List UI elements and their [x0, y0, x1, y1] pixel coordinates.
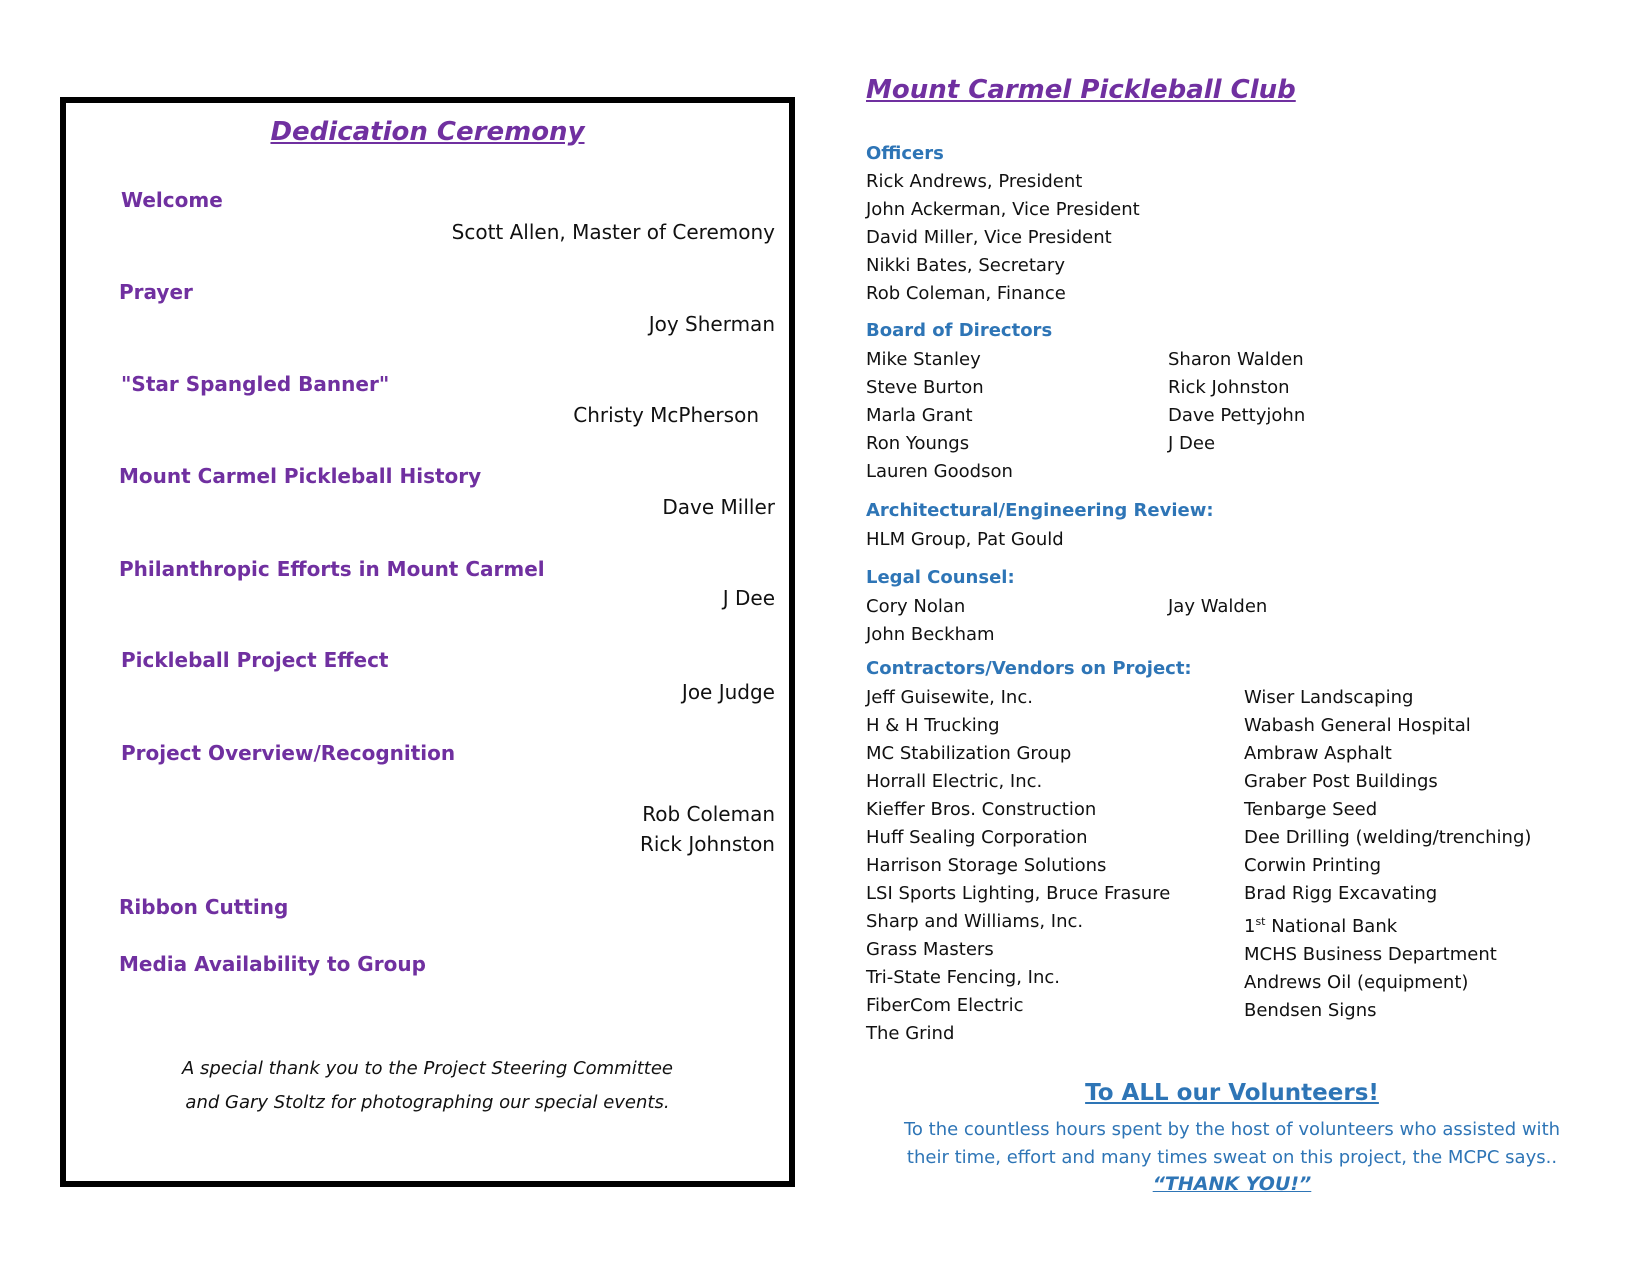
contractor-item-bank — [1244, 908, 1531, 941]
board-member: Dave Pettyjohn — [1168, 405, 1306, 426]
contractors-list-col1 — [866, 684, 1170, 1048]
officer-item: John Ackerman, Vice President — [866, 199, 1140, 220]
contractor-item: Bendsen Signs — [1244, 1000, 1377, 1021]
program-heading-anthem: "Star Spangled Banner" — [121, 372, 390, 396]
program-speaker-welcome: Scott Allen, Master of Ceremony — [451, 220, 775, 244]
contractor-item: MC Stabilization Group — [866, 743, 1072, 764]
program-speaker-anthem: Christy McPherson — [573, 403, 759, 427]
contractor-item: Wiser Landscaping — [1244, 687, 1414, 708]
volunteers-title: To ALL our Volunteers! — [1085, 1080, 1379, 1106]
volunteers-line-2: their time, effort and many times sweat on this project, the MCPC says.. — [906, 1147, 1558, 1168]
arch-heading: Architectural/Engineering Review: — [866, 500, 1214, 521]
thanks-line-1: A special thank you to the Project Steering Committee — [182, 1058, 673, 1079]
contractor-item: Horrall Electric, Inc. — [866, 771, 1043, 792]
contractor-item: Grass Masters — [866, 939, 994, 960]
program-heading-overview: Project Overview/Recognition — [121, 741, 456, 765]
arch-item: HLM Group, Pat Gould — [866, 529, 1064, 550]
volunteers-thank-you: “THANK YOU!” — [1152, 1173, 1312, 1195]
club-title: Mount Carmel Pickleball Club — [866, 75, 1296, 105]
program-heading-philanthropic: Philanthropic Efforts in Mount Carmel — [119, 557, 545, 581]
program-speaker-overview-2: Rick Johnston — [639, 832, 775, 856]
board-member: Mike Stanley — [866, 349, 981, 370]
board-member: Ron Youngs — [866, 433, 970, 454]
contractor-item: Tri-State Fencing, Inc. — [866, 967, 1060, 988]
program-heading-prayer: Prayer — [119, 280, 193, 304]
board-member: Steve Burton — [866, 377, 984, 398]
volunteers-line-1: To the countless hours spent by the host of volunteers who assisted with — [903, 1119, 1561, 1140]
ceremony-title: Dedication Ceremony — [270, 117, 585, 147]
board-heading: Board of Directors — [866, 320, 1053, 341]
board-member: Marla Grant — [866, 405, 973, 426]
contractor-item: Dee Drilling (welding/trenching) — [1244, 827, 1532, 848]
program-speaker-history: Dave Miller — [662, 495, 775, 519]
contractor-item: FiberCom Electric — [866, 995, 1024, 1016]
board-list-col2 — [1168, 346, 1305, 458]
program-speaker-philanthropic: J Dee — [722, 586, 775, 610]
program-speaker-prayer: Joy Sherman — [648, 312, 775, 336]
contractor-item: Corwin Printing — [1244, 855, 1382, 876]
officers-heading: Officers — [866, 143, 944, 164]
legal-list-col2 — [1168, 593, 1267, 621]
dedication-ceremony-panel — [60, 97, 795, 1187]
program-heading-history: Mount Carmel Pickleball History — [119, 464, 482, 488]
board-member: Rick Johnston — [1168, 377, 1290, 398]
officer-item: Rob Coleman, Finance — [866, 283, 1066, 304]
bank-number: 1 — [1244, 916, 1256, 937]
program-speaker-overview-1: Rob Coleman — [642, 802, 775, 826]
contractor-item: Tenbarge Seed — [1244, 799, 1378, 820]
contractor-item: Huff Sealing Corporation — [866, 827, 1088, 848]
legal-list-col1 — [866, 593, 995, 649]
bank-suffix: st — [1255, 915, 1266, 928]
contractor-item: Kieffer Bros. Construction — [866, 799, 1097, 820]
legal-item: Jay Walden — [1168, 596, 1268, 617]
contractor-item: Sharp and Williams, Inc. — [866, 911, 1084, 932]
legal-item: John Beckham — [866, 624, 995, 645]
program-heading-project-effect: Pickleball Project Effect — [121, 648, 389, 672]
contractor-item: Wabash General Hospital — [1244, 715, 1471, 736]
officer-item: Nikki Bates, Secretary — [866, 255, 1065, 276]
contractor-item: The Grind — [866, 1023, 955, 1044]
program-heading-ribbon-cutting: Ribbon Cutting — [119, 895, 289, 919]
contractor-item: LSI Sports Lighting, Bruce Frasure — [866, 883, 1171, 904]
contractors-heading: Contractors/Vendors on Project: — [866, 658, 1192, 679]
contractor-item: Andrews Oil (equipment) — [1244, 972, 1469, 993]
officer-item: Rick Andrews, President — [866, 171, 1083, 192]
contractor-item: Brad Rigg Excavating — [1244, 883, 1438, 904]
legal-heading: Legal Counsel: — [866, 567, 1015, 588]
program-speaker-project-effect: Joe Judge — [681, 680, 775, 704]
bank-name: National Bank — [1265, 916, 1398, 937]
contractor-item: Ambraw Asphalt — [1244, 743, 1392, 764]
contractor-item: Jeff Guisewite, Inc. — [866, 687, 1033, 708]
thanks-line-2: and Gary Stoltz for photographing our special events. — [185, 1092, 670, 1113]
program-heading-welcome: Welcome — [121, 188, 223, 212]
board-member: Lauren Goodson — [866, 461, 1013, 482]
board-list-col1 — [866, 346, 1013, 486]
legal-item: Cory Nolan — [866, 596, 966, 617]
contractor-item: H & H Trucking — [866, 715, 1000, 736]
contractor-item: Harrison Storage Solutions — [866, 855, 1107, 876]
contractor-item: Graber Post Buildings — [1244, 771, 1438, 792]
contractors-list-col2 — [1244, 684, 1531, 1025]
program-heading-media: Media Availability to Group — [119, 952, 426, 976]
board-member: J Dee — [1168, 433, 1216, 454]
contractor-item: MCHS Business Department — [1244, 944, 1497, 965]
arch-list — [866, 526, 1064, 554]
board-member: Sharon Walden — [1168, 349, 1304, 370]
officers-list — [866, 168, 1140, 308]
officer-item: David Miller, Vice President — [866, 227, 1112, 248]
